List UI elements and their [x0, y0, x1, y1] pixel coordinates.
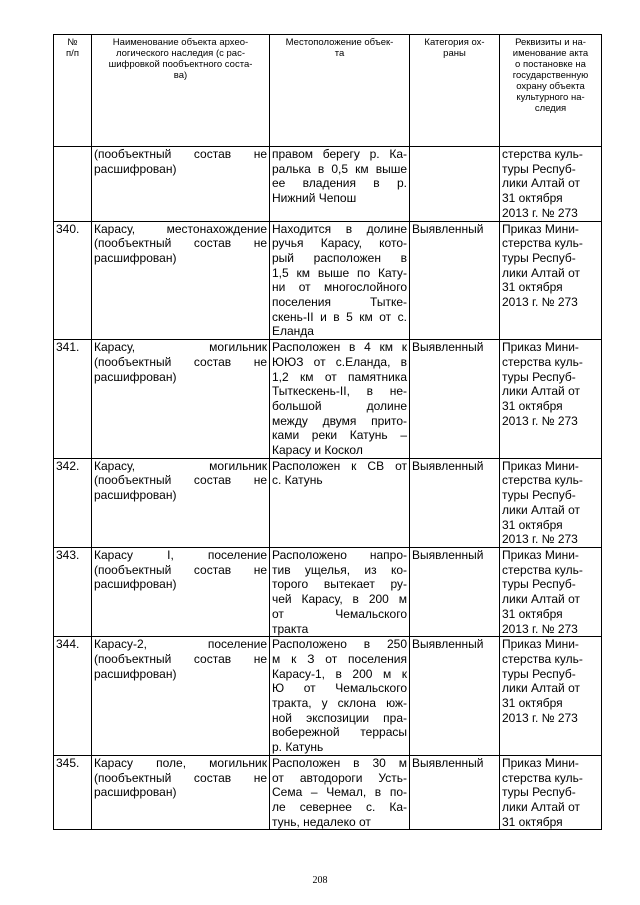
cell-category: Выявленный — [410, 221, 500, 340]
cell-object-name: Карасу I, поселение (пообъектный состав не расшифрован) — [92, 547, 270, 636]
cell-act: Приказ Мини- стерства куль- туры Респуб- лики Алтай от 31 октября 2013 г. № 273 — [500, 340, 602, 459]
header-category: Категория ох- раны — [410, 35, 500, 147]
heritage-register-table — [53, 34, 602, 830]
cell-object-name: (пообъектный состав не расшифрован) — [92, 147, 270, 222]
table-row — [54, 458, 602, 547]
cell-location: Расположен в 30 м от автодороги Усть- Сема – Чемал, в по- ле севернее с. Ка- тунь, недалеко от — [270, 755, 410, 830]
cell-location: Расположен в 4 км к ЮЮЗ от с.Еланда, в 1,2 км от памятника Тыткескень-II, в не- большой долине между двумя прито- ками реки Катунь – Карасу и Коскол — [270, 340, 410, 459]
cell-location: Находится в долине ручья Карасу, кото- рый расположен в 1,5 км выше по Кату- ни от многослойного поселения Тытке- скень-II и в 5 км от с. Еланда — [270, 221, 410, 340]
cell-object-name: Карасу, местонахождение (пообъектный состав не расшифрован) — [92, 221, 270, 340]
cell-object-name: Карасу поле, могильник (пообъектный состав не расшифрован) — [92, 755, 270, 830]
cell-number: 344. — [54, 637, 92, 756]
cell-object-name: Карасу, могильник (пообъектный состав не расшифрован) — [92, 340, 270, 459]
cell-object-name: Карасу, могильник (пообъектный состав не расшифрован) — [92, 458, 270, 547]
table-row — [54, 637, 602, 756]
cell-location: Расположено в 250 м к З от поселения Карасу-1, в 200 м к Ю от Чемальского тракта, у склона юж- ной экспозиции пра- вобережной террасы р. Катунь — [270, 637, 410, 756]
cell-number: 340. — [54, 221, 92, 340]
cell-location: Расположен к СВ от с. Катунь — [270, 458, 410, 547]
cell-act: Приказ Мини- стерства куль- туры Респуб- лики Алтай от 31 октября 2013 г. № 273 — [500, 221, 602, 340]
cell-category — [410, 147, 500, 222]
cell-location: Расположено напро- тив ущелья, из ко- торого вытекает ру- чей Карасу, в 200 м от Чемальского тракта — [270, 547, 410, 636]
cell-number: 345. — [54, 755, 92, 830]
table-header-row — [54, 35, 602, 147]
cell-number: 342. — [54, 458, 92, 547]
header-location: Местоположение объек- та — [270, 35, 410, 147]
cell-number: 341. — [54, 340, 92, 459]
table-body — [54, 147, 602, 830]
cell-act: стерства куль- туры Респуб- лики Алтай от 31 октября 2013 г. № 273 — [500, 147, 602, 222]
cell-act: Приказ Мини- стерства куль- туры Респуб- лики Алтай от 31 октября 2013 г. № 273 — [500, 637, 602, 756]
cell-category: Выявленный — [410, 458, 500, 547]
header-object-name: Наименование объекта архео- логического наследия (с рас- шифровкой пообъектного соста- ва) — [92, 35, 270, 147]
table-row — [54, 147, 602, 222]
cell-category: Выявленный — [410, 547, 500, 636]
cell-category: Выявленный — [410, 755, 500, 830]
cell-act: Приказ Мини- стерства куль- туры Респуб- лики Алтай от 31 октября — [500, 755, 602, 830]
table-row — [54, 547, 602, 636]
page-number: 208 — [312, 875, 328, 886]
header-act: Реквизиты и на- именование акта о постановке на государственную охрану объекта культурного на- следия — [500, 35, 602, 147]
cell-location: правом берегу р. Ка- ралька в 0,5 км выше ее владения в р. Нижний Чепош — [270, 147, 410, 222]
cell-category: Выявленный — [410, 340, 500, 459]
header-number: № п/п — [54, 35, 92, 147]
cell-category: Выявленный — [410, 637, 500, 756]
table-row — [54, 221, 602, 340]
table-row — [54, 340, 602, 459]
cell-object-name: Карасу-2, поселение (пообъектный состав не расшифрован) — [92, 637, 270, 756]
table-row — [54, 755, 602, 830]
cell-act: Приказ Мини- стерства куль- туры Респуб- лики Алтай от 31 октября 2013 г. № 273 — [500, 458, 602, 547]
cell-number: 343. — [54, 547, 92, 636]
cell-act: Приказ Мини- стерства куль- туры Респуб- лики Алтай от 31 октября 2013 г. № 273 — [500, 547, 602, 636]
cell-number — [54, 147, 92, 222]
